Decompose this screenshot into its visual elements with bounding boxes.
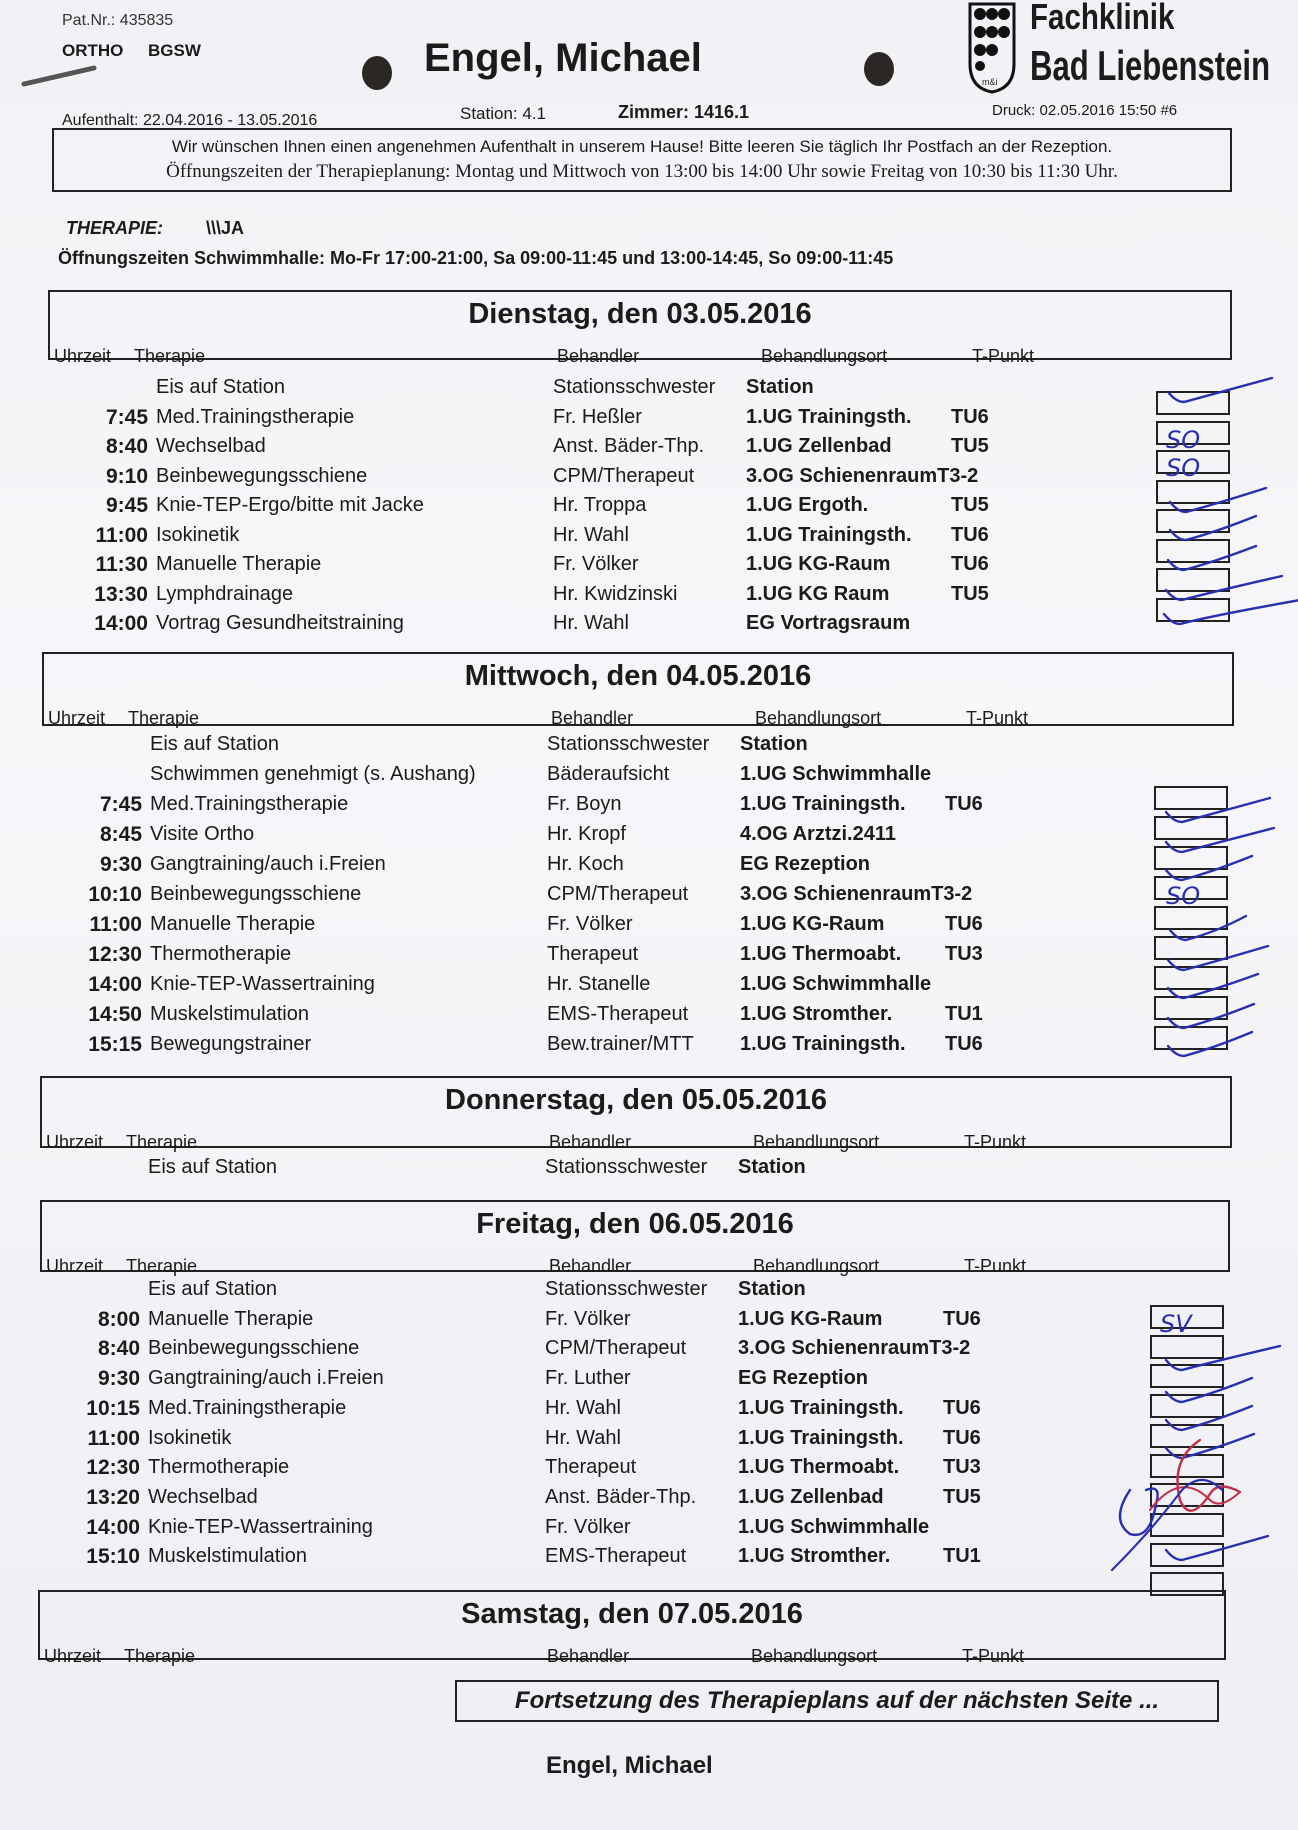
row-therapist: EMS-Therapeut <box>545 1545 687 1568</box>
row-therapy: Beinbewegungsschiene <box>156 464 368 487</box>
row-therapist: EMS-Therapeut <box>547 1003 689 1025</box>
row-location: Station <box>746 376 814 398</box>
row-therapist: Fr. Völker <box>553 553 639 575</box>
attendance-checkbox[interactable] <box>1150 1305 1224 1329</box>
row-location: EG Rezeption <box>740 853 871 875</box>
row-therapist: Hr. Wahl <box>545 1426 621 1449</box>
row-time: 9:30 <box>97 1367 140 1391</box>
row-location: 1.UG Stromther. <box>740 1003 893 1025</box>
row-time: 13:20 <box>86 1485 140 1509</box>
row-tpunkt: TU3 <box>945 943 983 965</box>
row-therapist: CPM/Therapeut <box>553 464 695 487</box>
schedule-row <box>50 883 1100 913</box>
schedule-row <box>48 1278 1098 1308</box>
row-location: 1.UG Thermoabt. <box>740 943 902 965</box>
schedule-row <box>48 1486 1098 1516</box>
day-section-header <box>42 652 1234 726</box>
row-location: 1.UG KG Raum <box>746 582 890 605</box>
row-time: 11:30 <box>95 553 148 576</box>
schedule-row <box>50 943 1100 973</box>
row-therapy: Gangtraining/auch i.Freien <box>150 853 386 875</box>
column-header-therapie: Therapie <box>126 1132 198 1152</box>
schedule-row <box>50 1003 1100 1033</box>
row-therapist: Anst. Bäder-Thp. <box>553 435 705 457</box>
notice-line-1: Wir wünschen Ihnen einen angenehmen Aufenthalt in unserem Hause! Bitte leeren Sie täglich Ihr Postfach an der Rezeption. <box>171 137 1113 156</box>
row-time: 14:00 <box>94 612 148 635</box>
row-therapy: Wechselbad <box>156 435 266 457</box>
handwritten-so-mark: SO <box>1166 426 1201 454</box>
row-location: 3.OG SchienenraumT3-2 <box>738 1337 971 1360</box>
row-location: 1.UG Zellenbad <box>738 1485 884 1508</box>
attendance-checkbox[interactable] <box>1154 816 1228 840</box>
attendance-checkbox[interactable] <box>1150 1543 1224 1567</box>
schedule-row <box>50 973 1100 1003</box>
attendance-checkbox[interactable] <box>1156 391 1230 415</box>
schedule-row <box>50 1033 1100 1063</box>
row-time: 15:10 <box>86 1545 140 1569</box>
column-header-behandler: Behandler <box>551 708 634 728</box>
row-therapist: Anst. Bäder-Thp. <box>545 1485 697 1508</box>
row-therapy: Eis auf Station <box>150 733 279 755</box>
schedule-row <box>50 853 1100 883</box>
row-tpunkt: TU6 <box>951 405 989 428</box>
row-location: 3.OG SchienenraumT3-2 <box>746 464 979 487</box>
row-therapist: Therapeut <box>545 1456 637 1479</box>
schedule-row <box>48 1516 1098 1546</box>
schedule-row <box>56 465 1106 495</box>
therapy-label: THERAPIE: <box>66 218 164 238</box>
row-therapy: Med.Trainingstherapie <box>156 405 355 428</box>
row-therapy: Eis auf Station <box>148 1278 277 1300</box>
attendance-checkbox[interactable] <box>1154 936 1228 960</box>
pen-mark <box>24 68 94 84</box>
schedule-row <box>56 583 1106 613</box>
attendance-checkbox[interactable] <box>1150 1483 1224 1507</box>
row-therapy: Isokinetik <box>156 523 240 546</box>
handwritten-sv-mark: SV <box>1160 1310 1192 1338</box>
row-therapist: CPM/Therapeut <box>545 1337 687 1360</box>
continuation-note: Fortsetzung des Therapieplans auf der nächsten Seite ... <box>455 1680 1219 1722</box>
row-therapist: Bäderaufsicht <box>547 763 670 785</box>
row-tpunkt: TU3 <box>943 1456 981 1479</box>
room: Zimmer: 1416.1 <box>618 102 750 122</box>
row-therapist: Hr. Wahl <box>545 1396 621 1419</box>
column-header-tpunkt: T-Punkt <box>972 346 1035 366</box>
day-title: Samstag, den 07.05.2016 <box>461 1598 803 1630</box>
attendance-checkbox[interactable] <box>1156 598 1230 622</box>
punch-hole-left <box>362 56 392 90</box>
row-time: 11:00 <box>89 913 142 936</box>
schedule-row <box>56 376 1106 406</box>
row-therapist: Hr. Koch <box>547 853 624 875</box>
row-therapy: Lymphdrainage <box>156 582 294 605</box>
row-time: 12:30 <box>88 943 142 966</box>
row-location: 1.UG Trainingsth. <box>738 1396 904 1419</box>
row-location: 1.UG Trainingsth. <box>740 1033 906 1055</box>
row-tpunkt: TU6 <box>951 523 989 546</box>
row-therapy: Thermotherapie <box>150 943 292 965</box>
row-therapist: Hr. Stanelle <box>547 973 651 995</box>
row-time: 9:30 <box>99 853 142 876</box>
row-therapy: Muskelstimulation <box>148 1545 307 1568</box>
patient-number: Pat.Nr.: 435835 <box>62 12 174 29</box>
column-header-ort: Behandlungsort <box>753 1132 880 1152</box>
row-therapist: Stationsschwester <box>553 376 716 398</box>
schedule-row <box>50 733 1100 763</box>
attendance-checkbox[interactable] <box>1154 876 1228 900</box>
day-title: Mittwoch, den 04.05.2016 <box>464 660 812 692</box>
schedule-row <box>48 1337 1098 1367</box>
row-therapist: Hr. Wahl <box>553 523 629 546</box>
row-therapy: Bewegungstrainer <box>150 1033 312 1055</box>
attendance-checkbox[interactable] <box>1150 1394 1224 1418</box>
row-time: 12:30 <box>86 1456 140 1480</box>
column-header-therapie: Therapie <box>128 708 200 728</box>
row-therapy: Eis auf Station <box>156 376 285 398</box>
row-tpunkt: TU6 <box>951 553 989 575</box>
row-location: 1.UG Trainingsth. <box>738 1426 904 1449</box>
row-location: Station <box>738 1156 806 1178</box>
row-therapist: Stationsschwester <box>545 1156 708 1178</box>
attendance-checkbox[interactable] <box>1156 421 1230 445</box>
row-therapy: Med.Trainingstherapie <box>150 793 349 815</box>
row-time: 15:15 <box>88 1033 142 1056</box>
row-therapy: Visite Ortho <box>150 823 255 845</box>
column-header-ort: Behandlungsort <box>755 708 882 728</box>
row-therapy: Vortrag Gesundheitstraining <box>156 612 404 634</box>
attendance-checkbox[interactable] <box>1150 1424 1224 1448</box>
column-header-uhrzeit: Uhrzeit <box>54 346 112 366</box>
row-location: Station <box>738 1278 806 1300</box>
row-therapist: CPM/Therapeut <box>547 883 689 905</box>
row-tpunkt: TU6 <box>945 913 983 935</box>
row-therapy: Isokinetik <box>148 1426 232 1449</box>
row-therapist: Stationsschwester <box>547 733 710 755</box>
row-time: 7:45 <box>99 793 142 816</box>
attendance-checkbox[interactable] <box>1150 1454 1224 1478</box>
row-time: 9:45 <box>105 494 148 517</box>
row-tpunkt: TU5 <box>951 435 989 457</box>
row-therapy: Knie-TEP-Wassertraining <box>150 973 375 995</box>
row-location: 1.UG Trainingsth. <box>746 405 912 428</box>
column-header-therapie: Therapie <box>134 346 206 366</box>
attendance-checkbox[interactable] <box>1156 539 1230 563</box>
row-therapist: Fr. Boyn <box>547 793 622 815</box>
row-time: 8:40 <box>105 435 148 458</box>
attendance-checkbox[interactable] <box>1154 996 1228 1020</box>
column-header-ort: Behandlungsort <box>753 1256 880 1276</box>
print-date: Druck: 02.05.2016 15:50 #6 <box>992 102 1178 119</box>
column-header-behandler: Behandler <box>549 1256 632 1276</box>
row-therapy: Beinbewegungsschiene <box>148 1337 360 1360</box>
row-time: 7:45 <box>105 405 148 429</box>
row-therapy: Schwimmen genehmigt (s. Aushang) <box>150 763 476 785</box>
row-time: 13:30 <box>94 582 148 606</box>
column-header-behandler: Behandler <box>549 1132 632 1152</box>
attendance-checkbox[interactable] <box>1154 906 1228 930</box>
schedule-row <box>56 553 1106 583</box>
column-header-ort: Behandlungsort <box>751 1646 878 1666</box>
row-time: 10:10 <box>88 883 142 906</box>
row-therapist: Hr. Kwidzinski <box>553 582 678 605</box>
notice-line-2: Öffnungszeiten der Therapieplanung: Montag und Mittwoch von 13:00 bis 14:00 Uhr sowie Freitag von 10:30 bis 11:30 Uhr. <box>166 161 1118 182</box>
attendance-checkbox[interactable] <box>1154 846 1228 870</box>
schedule-row <box>56 435 1106 465</box>
row-therapy: Muskelstimulation <box>150 1003 309 1025</box>
row-location: 1.UG Zellenbad <box>746 435 892 457</box>
row-location: 1.UG Stromther. <box>738 1545 891 1568</box>
row-therapist: Fr. Völker <box>545 1515 631 1538</box>
row-location: 1.UG KG-Raum <box>740 913 885 935</box>
schedule-row <box>48 1367 1098 1397</box>
row-therapist: Hr. Troppa <box>553 494 647 516</box>
row-therapy: Manuelle Therapie <box>148 1307 314 1330</box>
column-header-tpunkt: T-Punkt <box>964 1132 1027 1152</box>
row-location: 3.OG SchienenraumT3-2 <box>740 883 973 905</box>
clinic-logo <box>966 2 1018 94</box>
day-section-header <box>40 1076 1232 1152</box>
column-header-therapie: Therapie <box>126 1256 198 1276</box>
row-therapist: Fr. Luther <box>545 1367 631 1390</box>
row-therapy: Knie-TEP-Wassertraining <box>148 1515 373 1538</box>
attendance-checkbox[interactable] <box>1156 450 1230 474</box>
attendance-checkbox[interactable] <box>1156 480 1230 504</box>
row-location: 1.UG Trainingsth. <box>740 793 906 815</box>
row-location: 1.UG Schwimmhalle <box>738 1515 930 1538</box>
day-section-header <box>38 1590 1226 1666</box>
schedule-row <box>50 913 1100 943</box>
station: Station: 4.1 <box>460 104 547 123</box>
row-location: 1.UG Thermoabt. <box>738 1456 900 1479</box>
row-therapy: Beinbewegungsschiene <box>150 883 362 905</box>
row-therapy: Wechselbad <box>148 1485 258 1508</box>
attendance-checkbox[interactable] <box>1154 786 1228 810</box>
department-bgsw: BGSW <box>148 41 201 60</box>
row-tpunkt: TU1 <box>943 1545 981 1568</box>
department-ortho: ORTHO <box>62 41 124 60</box>
attendance-checkbox[interactable] <box>1150 1513 1224 1537</box>
logo-text: m&i <box>982 77 998 87</box>
row-tpunkt: TU6 <box>943 1307 981 1330</box>
row-therapist: Fr. Heßler <box>553 405 642 428</box>
therapy-value: \\\JA <box>206 218 245 238</box>
stay-period: Aufenthalt: 22.04.2016 - 13.05.2016 <box>62 112 318 129</box>
column-header-tpunkt: T-Punkt <box>964 1256 1027 1276</box>
row-time: 11:00 <box>95 523 148 547</box>
punch-hole-right <box>864 52 894 86</box>
row-therapy: Med.Trainingstherapie <box>148 1396 347 1419</box>
column-header-uhrzeit: Uhrzeit <box>44 1646 102 1666</box>
swimming-hours: Öffnungszeiten Schwimmhalle: Mo-Fr 17:00-21:00, Sa 09:00-11:45 und 13:00-14:45, So 09:00-11:45 <box>58 248 894 268</box>
schedule-row <box>56 494 1106 524</box>
attendance-checkbox[interactable] <box>1150 1364 1224 1388</box>
schedule-row <box>48 1308 1098 1338</box>
row-time: 11:00 <box>87 1426 140 1450</box>
schedule-row <box>50 823 1100 853</box>
row-therapy: Knie-TEP-Ergo/bitte mit Jacke <box>156 494 424 516</box>
row-therapy: Gangtraining/auch i.Freien <box>148 1367 384 1390</box>
row-tpunkt: TU6 <box>945 1033 983 1055</box>
row-time: 8:00 <box>97 1307 140 1331</box>
row-location: 1.UG KG-Raum <box>738 1307 883 1330</box>
column-header-tpunkt: T-Punkt <box>962 1646 1025 1666</box>
row-therapist: Fr. Völker <box>545 1307 631 1330</box>
row-time: 10:15 <box>86 1396 140 1420</box>
row-tpunkt: TU6 <box>943 1426 981 1449</box>
day-section-header <box>48 290 1232 366</box>
row-time: 9:10 <box>105 464 148 488</box>
row-location: EG Vortragsraum <box>746 612 911 634</box>
schedule-row <box>48 1156 1098 1186</box>
footer-patient-name: Engel, Michael <box>546 1752 713 1779</box>
row-location: EG Rezeption <box>738 1367 869 1390</box>
attendance-checkbox[interactable] <box>1150 1335 1224 1359</box>
notice-box <box>52 128 1232 192</box>
row-tpunkt: TU5 <box>951 494 989 516</box>
handwritten-so-mark: SO <box>1166 882 1201 910</box>
row-time: 14:00 <box>88 973 142 996</box>
row-location: 1.UG Schwimmhalle <box>740 763 932 785</box>
row-location: 1.UG Trainingsth. <box>746 523 912 546</box>
schedule-row <box>50 763 1100 793</box>
attendance-checkbox[interactable] <box>1154 1026 1228 1050</box>
row-therapist: Bew.trainer/MTT <box>547 1033 694 1055</box>
row-location: 1.UG Schwimmhalle <box>740 973 932 995</box>
day-title: Donnerstag, den 05.05.2016 <box>445 1084 827 1116</box>
schedule-row <box>48 1456 1098 1486</box>
row-tpunkt: TU5 <box>943 1485 981 1508</box>
schedule-row <box>48 1545 1098 1575</box>
row-location: Station <box>740 733 808 755</box>
row-location: 1.UG Ergoth. <box>746 494 869 516</box>
row-therapy: Manuelle Therapie <box>156 553 322 575</box>
row-location: 1.UG KG-Raum <box>746 553 891 575</box>
row-time: 8:40 <box>97 1337 140 1361</box>
day-title: Freitag, den 06.05.2016 <box>476 1208 794 1240</box>
column-header-uhrzeit: Uhrzeit <box>46 1132 104 1152</box>
schedule-row <box>56 524 1106 554</box>
row-therapist: Hr. Kropf <box>547 823 626 845</box>
row-location: 4.OG Arztzi.2411 <box>740 823 896 845</box>
attendance-checkbox[interactable] <box>1156 509 1230 533</box>
row-tpunkt: TU6 <box>943 1396 981 1419</box>
schedule-row <box>48 1427 1098 1457</box>
attendance-checkbox[interactable] <box>1154 966 1228 990</box>
schedule-row <box>48 1397 1098 1427</box>
row-therapist: Therapeut <box>547 943 639 965</box>
column-header-uhrzeit: Uhrzeit <box>46 1256 104 1276</box>
row-therapy: Eis auf Station <box>148 1156 277 1178</box>
column-header-ort: Behandlungsort <box>761 346 888 366</box>
attendance-checkbox[interactable] <box>1156 568 1230 592</box>
row-time: 14:00 <box>86 1515 140 1539</box>
column-header-behandler: Behandler <box>547 1646 630 1666</box>
row-tpunkt: TU5 <box>951 582 989 605</box>
column-header-therapie: Therapie <box>124 1646 196 1666</box>
column-header-behandler: Behandler <box>557 346 640 366</box>
schedule-row <box>56 612 1106 642</box>
handwritten-so-mark: SO <box>1166 454 1201 482</box>
column-header-tpunkt: T-Punkt <box>966 708 1029 728</box>
row-tpunkt: TU1 <box>945 1003 983 1025</box>
row-time: 14:50 <box>88 1003 142 1026</box>
day-title: Dienstag, den 03.05.2016 <box>468 298 812 330</box>
row-therapist: Stationsschwester <box>545 1278 708 1300</box>
row-time: 8:45 <box>99 823 142 846</box>
row-therapy: Thermotherapie <box>148 1456 290 1479</box>
schedule-row <box>50 793 1100 823</box>
column-header-uhrzeit: Uhrzeit <box>48 708 106 728</box>
row-therapist: Hr. Wahl <box>553 612 629 634</box>
row-therapist: Fr. Völker <box>547 913 633 935</box>
row-tpunkt: TU6 <box>945 793 983 815</box>
patient-name: Engel, Michael <box>424 36 702 80</box>
row-therapy: Manuelle Therapie <box>150 913 316 935</box>
clinic-name-line1: Fachklinik <box>1030 0 1175 37</box>
schedule-row <box>56 406 1106 436</box>
clinic-name-line2: Bad Liebenstein <box>1030 42 1271 89</box>
day-section-header <box>40 1200 1230 1276</box>
